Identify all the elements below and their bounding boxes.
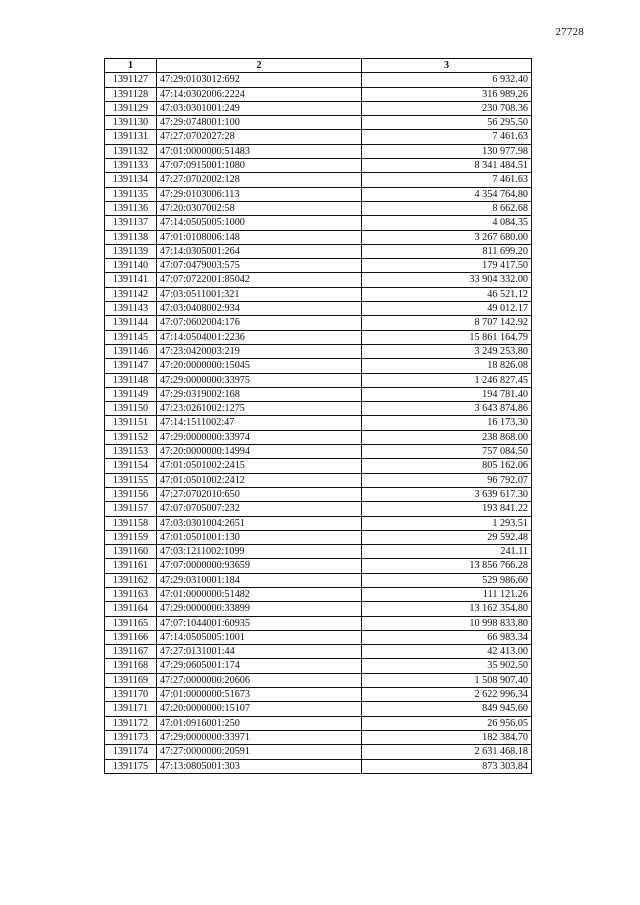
table-row	[105, 287, 532, 301]
row-number-cell: 1391174	[105, 745, 157, 759]
table-row	[105, 387, 532, 401]
row-number-cell: 1391170	[105, 688, 157, 702]
value-cell: 238 868.00	[362, 430, 532, 444]
cadastral-number-cell: 47:14:0305001:264	[157, 244, 362, 258]
row-number-cell: 1391158	[105, 516, 157, 530]
value-cell: 16 173.30	[362, 416, 532, 430]
value-cell: 529 986.60	[362, 573, 532, 587]
cadastral-number-cell: 47:20:0000000:15045	[157, 359, 362, 373]
cadastral-number-cell: 47:27:0131001:44	[157, 645, 362, 659]
value-cell: 757 084.50	[362, 445, 532, 459]
value-cell: 230 708.36	[362, 101, 532, 115]
column-header-3: 3	[362, 59, 532, 73]
cadastral-number-cell: 47:01:0108006:148	[157, 230, 362, 244]
table-row	[105, 230, 532, 244]
value-cell: 8 707 142.92	[362, 316, 532, 330]
cadastral-number-cell: 47:01:0000000:51483	[157, 144, 362, 158]
value-cell: 811 699.20	[362, 244, 532, 258]
cadastral-number-cell: 47:07:0722001:85042	[157, 273, 362, 287]
cadastral-number-cell: 47:20:0000000:14994	[157, 445, 362, 459]
cadastral-number-cell: 47:07:1044001:60935	[157, 616, 362, 630]
row-number-cell: 1391154	[105, 459, 157, 473]
row-number-cell: 1391134	[105, 173, 157, 187]
row-number-cell: 1391141	[105, 273, 157, 287]
value-cell: 4 084.35	[362, 216, 532, 230]
cadastral-number-cell: 47:01:0000000:51673	[157, 688, 362, 702]
cadastral-number-cell: 47:07:0915001:1080	[157, 159, 362, 173]
value-cell: 873 303.84	[362, 759, 532, 773]
cadastral-number-cell: 47:23:0261002:1275	[157, 402, 362, 416]
value-cell: 3 643 874.86	[362, 402, 532, 416]
table-row	[105, 73, 532, 87]
table-row	[105, 516, 532, 530]
row-number-cell: 1391145	[105, 330, 157, 344]
table-row	[105, 445, 532, 459]
row-number-cell: 1391165	[105, 616, 157, 630]
cadastral-number-cell: 47:14:0505005:1000	[157, 216, 362, 230]
cadastral-number-cell: 47:23:0420003:219	[157, 344, 362, 358]
table-row	[105, 259, 532, 273]
row-number-cell: 1391140	[105, 259, 157, 273]
row-number-cell: 1391160	[105, 545, 157, 559]
cadastral-number-cell: 47:20:0307002:58	[157, 201, 362, 215]
cadastral-number-cell: 47:07:0000000:93659	[157, 559, 362, 573]
value-cell: 8 341 484.51	[362, 159, 532, 173]
value-cell: 130 977.98	[362, 144, 532, 158]
table-row	[105, 130, 532, 144]
table-row	[105, 702, 532, 716]
table-row	[105, 87, 532, 101]
value-cell: 316 989.26	[362, 87, 532, 101]
table-row	[105, 173, 532, 187]
value-cell: 6 932.40	[362, 73, 532, 87]
table-row	[105, 144, 532, 158]
row-number-cell: 1391137	[105, 216, 157, 230]
table-row	[105, 602, 532, 616]
value-cell: 96 792.07	[362, 473, 532, 487]
row-number-cell: 1391162	[105, 573, 157, 587]
row-number-cell: 1391156	[105, 487, 157, 501]
cadastral-number-cell: 47:03:0301001:249	[157, 101, 362, 115]
value-cell: 13 856 766.28	[362, 559, 532, 573]
table-row	[105, 344, 532, 358]
row-number-cell: 1391150	[105, 402, 157, 416]
row-number-cell: 1391138	[105, 230, 157, 244]
table-row	[105, 216, 532, 230]
row-number-cell: 1391161	[105, 559, 157, 573]
row-number-cell: 1391152	[105, 430, 157, 444]
value-cell: 194 781.40	[362, 387, 532, 401]
value-cell: 2 631 468.18	[362, 745, 532, 759]
row-number-cell: 1391144	[105, 316, 157, 330]
cadastral-number-cell: 47:01:0501002:2412	[157, 473, 362, 487]
cadastral-number-cell: 47:29:0103006:113	[157, 187, 362, 201]
table-row	[105, 487, 532, 501]
value-cell: 3 267 680.00	[362, 230, 532, 244]
page-number: 27728	[555, 26, 584, 38]
row-number-cell: 1391146	[105, 344, 157, 358]
value-cell: 179 417.50	[362, 259, 532, 273]
value-cell: 13 162 354.80	[362, 602, 532, 616]
row-number-cell: 1391142	[105, 287, 157, 301]
row-number-cell: 1391159	[105, 530, 157, 544]
row-number-cell: 1391135	[105, 187, 157, 201]
table-row	[105, 659, 532, 673]
value-cell: 805 162.06	[362, 459, 532, 473]
table-row	[105, 187, 532, 201]
row-number-cell: 1391148	[105, 373, 157, 387]
value-cell: 2 622 996.34	[362, 688, 532, 702]
data-table	[104, 58, 532, 774]
row-number-cell: 1391173	[105, 730, 157, 744]
table-row	[105, 316, 532, 330]
value-cell: 193 841.22	[362, 502, 532, 516]
value-cell: 7 461.63	[362, 130, 532, 144]
cadastral-number-cell: 47:14:1511002:47	[157, 416, 362, 430]
table-row	[105, 630, 532, 644]
table-row	[105, 616, 532, 630]
cadastral-number-cell: 47:01:0916001:250	[157, 716, 362, 730]
cadastral-number-cell: 47:03:1211002:1099	[157, 545, 362, 559]
row-number-cell: 1391133	[105, 159, 157, 173]
value-cell: 46 521.12	[362, 287, 532, 301]
cadastral-number-cell: 47:13:0805001:303	[157, 759, 362, 773]
value-cell: 182 384.70	[362, 730, 532, 744]
row-number-cell: 1391157	[105, 502, 157, 516]
table-row	[105, 302, 532, 316]
cadastral-number-cell: 47:03:0511001:321	[157, 287, 362, 301]
value-cell: 1 293.51	[362, 516, 532, 530]
table-row	[105, 359, 532, 373]
row-number-cell: 1391151	[105, 416, 157, 430]
cadastral-number-cell: 47:29:0000000:33971	[157, 730, 362, 744]
table-row	[105, 688, 532, 702]
table-row	[105, 573, 532, 587]
row-number-cell: 1391130	[105, 116, 157, 130]
row-number-cell: 1391139	[105, 244, 157, 258]
table-row	[105, 159, 532, 173]
cadastral-number-cell: 47:20:0000000:15107	[157, 702, 362, 716]
value-cell: 56 295.50	[362, 116, 532, 130]
value-cell: 1 508 907.40	[362, 673, 532, 687]
table-row	[105, 745, 532, 759]
row-number-cell: 1391164	[105, 602, 157, 616]
cadastral-number-cell: 47:27:0702027:28	[157, 130, 362, 144]
cadastral-number-cell: 47:27:0000000:20591	[157, 745, 362, 759]
cadastral-number-cell: 47:29:0000000:33899	[157, 602, 362, 616]
table-row	[105, 545, 532, 559]
table-row	[105, 459, 532, 473]
row-number-cell: 1391129	[105, 101, 157, 115]
cadastral-number-cell: 47:01:0000000:51482	[157, 587, 362, 601]
value-cell: 111 121.26	[362, 587, 532, 601]
cadastral-number-cell: 47:27:0702010:650	[157, 487, 362, 501]
cadastral-number-cell: 47:07:0602004:176	[157, 316, 362, 330]
cadastral-number-cell: 47:07:0705007:232	[157, 502, 362, 516]
value-cell: 7 461.63	[362, 173, 532, 187]
row-number-cell: 1391128	[105, 87, 157, 101]
column-header-1: 1	[105, 59, 157, 73]
row-number-cell: 1391153	[105, 445, 157, 459]
table-row	[105, 730, 532, 744]
table-row	[105, 101, 532, 115]
cadastral-number-cell: 47:29:0310001:184	[157, 573, 362, 587]
cadastral-number-cell: 47:07:0479003:575	[157, 259, 362, 273]
row-number-cell: 1391155	[105, 473, 157, 487]
value-cell: 849 945.60	[362, 702, 532, 716]
row-number-cell: 1391136	[105, 201, 157, 215]
table-row	[105, 473, 532, 487]
table-row	[105, 402, 532, 416]
cadastral-number-cell: 47:14:0504001:2236	[157, 330, 362, 344]
row-number-cell: 1391172	[105, 716, 157, 730]
value-cell: 29 592.48	[362, 530, 532, 544]
cadastral-number-cell: 47:01:0501001:130	[157, 530, 362, 544]
row-number-cell: 1391127	[105, 73, 157, 87]
cadastral-number-cell: 47:29:0000000:33974	[157, 430, 362, 444]
table-header	[105, 59, 532, 73]
table-row	[105, 559, 532, 573]
cadastral-number-cell: 47:03:0408002:934	[157, 302, 362, 316]
row-number-cell: 1391171	[105, 702, 157, 716]
row-number-cell: 1391163	[105, 587, 157, 601]
table-row	[105, 645, 532, 659]
table-row	[105, 373, 532, 387]
value-cell: 10 998 833.80	[362, 616, 532, 630]
table-row	[105, 416, 532, 430]
value-cell: 49 012.17	[362, 302, 532, 316]
row-number-cell: 1391147	[105, 359, 157, 373]
cadastral-number-cell: 47:01:0501002:2415	[157, 459, 362, 473]
row-number-cell: 1391149	[105, 387, 157, 401]
column-header-2: 2	[157, 59, 362, 73]
cadastral-number-cell: 47:29:0103012:692	[157, 73, 362, 87]
value-cell: 3 639 617.30	[362, 487, 532, 501]
table-row	[105, 201, 532, 215]
row-number-cell: 1391131	[105, 130, 157, 144]
table-row	[105, 673, 532, 687]
table-row	[105, 116, 532, 130]
cadastral-number-cell: 47:27:0702002:128	[157, 173, 362, 187]
table-row	[105, 759, 532, 773]
value-cell: 4 354 764.80	[362, 187, 532, 201]
table-row	[105, 330, 532, 344]
table-row	[105, 530, 532, 544]
value-cell: 241.11	[362, 545, 532, 559]
cadastral-number-cell: 47:14:0505005:1001	[157, 630, 362, 644]
cadastral-number-cell: 47:27:0000000:20606	[157, 673, 362, 687]
value-cell: 35 902.50	[362, 659, 532, 673]
row-number-cell: 1391166	[105, 630, 157, 644]
row-number-cell: 1391132	[105, 144, 157, 158]
value-cell: 3 249 253.80	[362, 344, 532, 358]
row-number-cell: 1391143	[105, 302, 157, 316]
table-row	[105, 587, 532, 601]
table-row	[105, 502, 532, 516]
row-number-cell: 1391169	[105, 673, 157, 687]
table-row	[105, 716, 532, 730]
value-cell: 1 246 827.45	[362, 373, 532, 387]
value-cell: 66 983.34	[362, 630, 532, 644]
value-cell: 33 904 332.00	[362, 273, 532, 287]
cadastral-number-cell: 47:29:0319002:168	[157, 387, 362, 401]
cadastral-number-cell: 47:29:0748001:100	[157, 116, 362, 130]
value-cell: 15 861 164.79	[362, 330, 532, 344]
table-body	[105, 73, 532, 774]
table-row	[105, 273, 532, 287]
value-cell: 18 826.08	[362, 359, 532, 373]
row-number-cell: 1391175	[105, 759, 157, 773]
cadastral-number-cell: 47:14:0302006:2224	[157, 87, 362, 101]
value-cell: 26 956.05	[362, 716, 532, 730]
value-cell: 8 662.68	[362, 201, 532, 215]
value-cell: 42 413.00	[362, 645, 532, 659]
row-number-cell: 1391167	[105, 645, 157, 659]
table-row	[105, 430, 532, 444]
cadastral-number-cell: 47:29:0000000:33975	[157, 373, 362, 387]
table-row	[105, 244, 532, 258]
row-number-cell: 1391168	[105, 659, 157, 673]
cadastral-number-cell: 47:29:0605001:174	[157, 659, 362, 673]
header-row	[105, 59, 532, 73]
cadastral-number-cell: 47:03:0301004:2651	[157, 516, 362, 530]
